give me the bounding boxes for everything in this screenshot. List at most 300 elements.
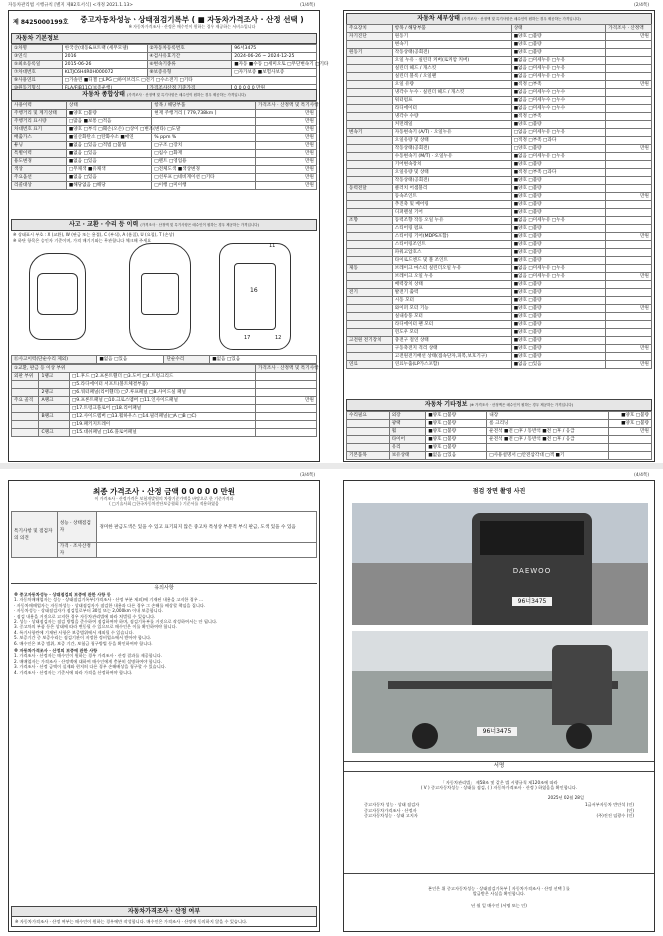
table-row xyxy=(347,452,652,460)
part-rank: 2랭크 xyxy=(39,389,70,397)
price-cell: ■양호 □불량 xyxy=(609,420,652,428)
item-detail[interactable]: □전체도색 ■색상변경 xyxy=(152,166,256,174)
table-row xyxy=(347,313,652,321)
item-detail[interactable]: 내장 xyxy=(487,412,609,420)
diagram-number: 16 xyxy=(250,287,258,294)
field-value[interactable]: □자가보증 ■보험사보증 xyxy=(232,69,317,77)
status-checkboxes[interactable]: ■양호 □불량 xyxy=(511,185,606,193)
summary-table xyxy=(11,101,317,190)
item-label: 원동기 xyxy=(392,33,511,41)
item-label: 외장 xyxy=(389,412,426,420)
status-checkboxes[interactable]: ■양호 □불량 xyxy=(511,313,606,321)
status-checkboxes[interactable]: ■양호 □불량 xyxy=(511,329,606,337)
device-group xyxy=(347,145,393,153)
status-checkboxes[interactable]: ■양호 □불량 xyxy=(511,209,606,217)
price-cell xyxy=(606,89,652,97)
item-detail[interactable]: □렌트 □영업용 xyxy=(152,158,256,166)
notice-heading: 유의사항 xyxy=(154,585,174,591)
group-label: 기본품목 xyxy=(347,452,390,460)
field-value[interactable]: 96서3475 xyxy=(232,45,317,53)
item-label: 파워고압호스 xyxy=(392,249,511,257)
status-checkboxes[interactable]: ■없음 □미세누유 □누유 xyxy=(511,265,606,273)
notice-line: · 자동차매매업자는 자동차성능ㆍ상태점검자가 점검한 내용과 다른 경우 그 손해를 배상할 책임을 집니다. xyxy=(14,602,206,608)
device-group xyxy=(347,65,393,73)
item-label: 휠 xyxy=(389,428,426,436)
final-price-title: 최종 가격조사 · 산정 금액 0 0 0 0 0 만원 xyxy=(93,487,235,496)
table-row xyxy=(12,174,317,182)
part-rank: B랭크 xyxy=(39,413,70,421)
device-group: 자기진단 xyxy=(347,33,393,41)
sign-date: 2025년 02월 28일 xyxy=(547,794,584,800)
table-row xyxy=(347,297,652,305)
notice2-title: ※ 자동차가격조사 · 산정의 보증에 관한 사항 xyxy=(14,648,98,654)
field-value[interactable]: 2016 xyxy=(62,53,147,61)
table-row xyxy=(347,305,652,313)
table-row xyxy=(347,428,652,436)
status-checkboxes[interactable]: ■양호 □불량 xyxy=(511,121,606,129)
status-checkboxes[interactable]: ■적정 □부족 xyxy=(511,81,606,89)
price-cell xyxy=(606,265,652,273)
price-cell xyxy=(606,57,652,65)
status-checkboxes[interactable]: ■없음 □미세누수 □누수 xyxy=(511,105,606,113)
status-checkboxes[interactable]: ■양호 □불량 xyxy=(426,412,487,420)
device-group: 원동기 xyxy=(347,49,393,57)
notice-line: 6. 매수인은 보증 범위, 보증 기간, 보험금 청구방법 등을 확인하여야 합니다. xyxy=(14,640,153,646)
item-label: 냉각수 누수 · 실린더 헤드 / 개스킷 xyxy=(392,89,511,97)
part-group xyxy=(12,381,39,389)
table-row xyxy=(347,337,652,345)
item-label: 광택 xyxy=(389,420,426,428)
item-label: 수동변속기 (M/T) · 오일누유 xyxy=(392,153,511,161)
table-row xyxy=(347,161,652,169)
basic-info-row xyxy=(12,69,317,77)
status-checkboxes[interactable]: ■양호 □불량 xyxy=(511,289,606,297)
receipt-date: 년 월 일 매수인 (서명 또는 인) xyxy=(471,902,527,908)
item-label: 차대번호 표기 xyxy=(12,126,67,134)
special-notes-label: 특기사항 및 점검자의 의견 xyxy=(12,512,58,558)
column-header: ①교환, 판금 등 이상 부위 xyxy=(12,365,256,373)
device-group xyxy=(347,121,393,129)
section-title: 자동차 기본정보 xyxy=(11,33,317,44)
device-group xyxy=(347,161,393,169)
price-cell xyxy=(606,313,652,321)
part-checkboxes[interactable]: □17.트렁크플로어 □18.리어패널 xyxy=(69,405,255,413)
price-cell xyxy=(255,389,316,397)
field-label: ③연식 xyxy=(12,53,63,61)
device-group xyxy=(347,329,393,337)
status-checkboxes[interactable]: ■없음 □미세누유 □누유 xyxy=(511,153,606,161)
table-row xyxy=(12,182,317,190)
item-detail[interactable]: % ppm % xyxy=(152,134,256,142)
status-checkboxes[interactable]: ■적정 □부족 xyxy=(511,113,606,121)
item-label: 발전기 출력 xyxy=(392,289,511,297)
device-group xyxy=(347,97,393,105)
group-label xyxy=(347,436,390,444)
column-header: 상태 xyxy=(511,25,606,33)
status-checkboxes[interactable]: ■양호 □불량 xyxy=(66,110,151,118)
status-checkboxes[interactable]: ■양호 □불량 xyxy=(511,345,606,353)
item-label: 등속조인트 xyxy=(392,193,511,201)
part-rank xyxy=(39,421,70,429)
price-cell xyxy=(255,373,316,381)
item-label: 고전원전기배선 상태(접속단자,피복,보호기구) xyxy=(392,353,511,361)
item-label: 실린더 헤드 / 개스킷 xyxy=(392,65,511,73)
receipt-text: 본인은 위 중고자동차성능 · 상태점검기록부 [ 자동차가격조사 · 산정 선택 ] 를 xyxy=(428,886,570,891)
price-cell xyxy=(606,353,652,361)
part-checkboxes[interactable]: □6.쿼터패널(리어휀더) □7.루프패널 □8.사이드실 패널 xyxy=(69,389,255,397)
device-group: 조향 xyxy=(347,217,393,225)
table-row xyxy=(12,134,317,142)
status-checkboxes[interactable]: ■없음 □있음 xyxy=(66,150,151,158)
device-group: 변속기 xyxy=(347,129,393,137)
status-checkboxes[interactable]: ■양호 □불량 xyxy=(511,337,606,345)
part-group xyxy=(12,413,39,421)
part-group: 주요 골격 xyxy=(12,397,39,405)
price-cell xyxy=(606,241,652,249)
price-cell xyxy=(255,405,316,413)
status-checkboxes[interactable]: ■적정 □부족 □과다 xyxy=(511,169,606,177)
field-value[interactable]: KLTJC6H4R0H000072 xyxy=(62,69,147,77)
car-roof-outline xyxy=(141,273,179,315)
status-checkboxes[interactable]: ■없음 □있음 □적법 □불법 xyxy=(66,142,151,150)
device-group xyxy=(347,177,393,185)
price-cell xyxy=(606,41,652,49)
item-label: 디퍼렌셜 기어 xyxy=(392,209,511,217)
item-label: 스티어링 기어(MDPS포함) xyxy=(392,233,511,241)
price-cell xyxy=(606,281,652,289)
item-label: 특별이력 xyxy=(12,150,67,158)
price-cell: 만원 xyxy=(606,193,652,201)
status-checkboxes[interactable]: ■양호 □불량 xyxy=(511,161,606,169)
item-label: 유리 xyxy=(389,444,426,452)
page-4 xyxy=(343,480,655,932)
accident-history-status[interactable]: ■없음 □있음 xyxy=(97,356,164,364)
signature-title: 서명 xyxy=(344,762,654,772)
status-checkboxes[interactable]: ■없음 □있음 xyxy=(511,361,606,369)
status-checkboxes[interactable]: ■양호 □부식 □훼손(오손) □상이 □변조(변타) □도말 xyxy=(66,126,151,134)
item-label: 작동상태(공회전) xyxy=(392,49,511,57)
price-cell xyxy=(255,421,316,429)
item-detail[interactable] xyxy=(152,118,256,126)
price-cell xyxy=(606,97,652,105)
form-header-left: 자동차관리법 시행규칙 [별지 제82호서식] <개정 2021.1.13> xyxy=(8,3,134,8)
table-row xyxy=(347,41,652,49)
signer-name[interactable]: 1급서부자동차 반안석 (인) xyxy=(584,802,634,808)
status-checkboxes[interactable]: ■양호 □불량 xyxy=(511,193,606,201)
status-checkboxes[interactable]: ■양호 □불량 xyxy=(426,420,487,428)
status-checkboxes[interactable]: ■양호 □불량 xyxy=(511,41,606,49)
device-group xyxy=(347,89,393,97)
device-group xyxy=(347,113,393,121)
table-row xyxy=(347,281,652,289)
price-cell: 만원 xyxy=(255,134,316,142)
part-checkboxes[interactable]: □1.후드 □2.프론트휀더 □3.도어 □4.트렁크리드 xyxy=(69,373,255,381)
device-group xyxy=(347,353,393,361)
price-cell xyxy=(609,436,652,444)
device-group: 연료 xyxy=(347,361,393,369)
item-label: 배출가스 xyxy=(12,134,67,142)
part-checkboxes[interactable]: □9.프론트패널 □10.크로스멤버 □11.인사이드패널 xyxy=(69,397,255,405)
price-cell xyxy=(255,413,316,421)
status-checkboxes[interactable]: ■없음 □미세누유 □누유 xyxy=(511,273,606,281)
agree-text: ※ 자동차가격조사 · 산정 여부는 매수인이 원하는 경우에만 작성합니다. 매수인은 가격조사 · 산정에 동의하지 않을 수 있습니다. xyxy=(15,918,248,924)
table-row xyxy=(347,233,652,241)
price-cell: 만원 xyxy=(606,361,652,369)
table-header xyxy=(347,25,652,33)
section-title: 사고 · 교환 · 수리 등 이력 (가격조사 · 산정액 및 특기사항은 매수인이 원하는 경우 제공하는 가격입니다) xyxy=(11,219,317,231)
status-checkboxes[interactable]: □없음 □미세누유 □누유 xyxy=(511,129,606,137)
price-cell xyxy=(606,289,652,297)
table-row xyxy=(347,209,652,217)
section-title: 자동차 세부상태 (가격조사 · 산정액 및 특기사항은 매수인이 원하는 경우 제공하는 가격입니다) xyxy=(346,13,652,25)
notice-title: ※ 중고자동차성능 · 상태점검의 보증에 관한 사항 등 xyxy=(14,592,111,597)
status-checkboxes[interactable]: ■양호 □불량 xyxy=(511,305,606,313)
price-cell xyxy=(606,49,652,57)
price-cell: 만원 xyxy=(606,273,652,281)
notice-line: 1. 가격조사ㆍ산정자는 매수인이 원하는 경우 가격조사ㆍ산정 결과를 제공합니다. xyxy=(14,653,163,659)
part-group xyxy=(12,429,39,437)
table-row xyxy=(347,257,652,265)
item-label: 변속기 xyxy=(392,41,511,49)
price-cell: 만원 xyxy=(255,142,316,150)
item-label: 기어변속장치 xyxy=(392,161,511,169)
device-group xyxy=(347,281,393,289)
status-checkboxes[interactable]: □많음 ■보통 □적음 xyxy=(66,118,151,126)
part-rank: A랭크 xyxy=(39,397,70,405)
car-floor-outline xyxy=(234,263,276,330)
item-label: 보유상태 xyxy=(389,452,426,460)
receipt-text: 발급받은 사실을 확인합니다. xyxy=(472,891,526,897)
field-value[interactable]: 2015-06-26 xyxy=(62,61,147,69)
page-2 xyxy=(343,10,655,462)
table-row xyxy=(347,249,652,257)
table-row xyxy=(12,389,317,397)
item-label: 작동상태(공회전) xyxy=(392,177,511,185)
group-label xyxy=(347,420,390,428)
item-label: 색상 xyxy=(12,166,67,174)
table-row xyxy=(347,57,652,65)
signer-name[interactable]: (주)진진 임광수 (인) xyxy=(596,813,634,819)
table-row xyxy=(347,121,652,129)
device-group xyxy=(347,249,393,257)
accident-history-label: ⑪사고이력(단순수리 제외) xyxy=(12,356,97,364)
price-cell xyxy=(606,129,652,137)
status-checkboxes[interactable]: ■없음 □미세누유 □누유 xyxy=(511,65,606,73)
status-checkboxes[interactable]: □양호 □불량 xyxy=(511,145,606,153)
page-title: 중고자동차성능ㆍ상태점검기록부 ( ■ 자동차가격조사 · 산정 선택 ) xyxy=(80,15,304,24)
truck-wheel xyxy=(412,723,438,749)
status-checkboxes[interactable]: ■양호 □불량 xyxy=(511,241,606,249)
status-checkboxes[interactable]: ■양호 □불량 xyxy=(511,49,606,57)
field-label: ⑧보증유형 xyxy=(147,69,232,77)
price-cell: 만원 xyxy=(255,110,316,118)
field-value[interactable]: 한국산(대동&프트랙 (세무모델) xyxy=(62,45,147,53)
status-checkboxes[interactable]: ■양호 □불량 xyxy=(426,436,487,444)
status-checkboxes[interactable]: ■없음 □미세누유 □누유 xyxy=(511,73,606,81)
field-label: ⑤최초등록일 xyxy=(12,61,63,69)
notice-line: 4. 가격조사ㆍ산정자는 기준서에 따라 가격을 산정하여야 합니다. xyxy=(14,669,133,675)
column-header: 주요장치 xyxy=(347,25,393,33)
part-rank: 1랭크 xyxy=(39,373,70,381)
status-checkboxes[interactable]: ■양호 □불량 xyxy=(426,428,487,436)
table-row xyxy=(347,353,652,361)
item-detail[interactable]: 현재 주행거리 [ 779,738km ] xyxy=(152,110,256,118)
item-label: 시동 모터 xyxy=(392,297,511,305)
price-cell: 만원 xyxy=(609,428,652,436)
status-checkboxes[interactable]: ■없음 □있음 xyxy=(66,174,151,182)
law-text: 「 자동차관리법」 제58조 및 같은 법 시행규칙 제120조에 따라 xyxy=(440,780,558,785)
device-group xyxy=(347,241,393,249)
item-detail[interactable]: □선루프 □네비게이션 □기타 xyxy=(152,174,256,182)
item-detail[interactable]: □이행 □미이행 xyxy=(152,182,256,190)
price-cell xyxy=(606,169,652,177)
item-label: 배력장치 상태 xyxy=(392,281,511,289)
status-checkboxes[interactable]: ■양호 □불량 xyxy=(511,33,606,41)
item-detail[interactable]: □침수 □화재 xyxy=(152,150,256,158)
page-3 xyxy=(8,480,320,932)
item-label: 실내송풍 모터 xyxy=(392,313,511,321)
item-detail[interactable]: 운전석 ■전 □후 / 동반석 ■전 □후 / 응급 xyxy=(487,436,609,444)
table-header xyxy=(12,102,317,110)
item-label: 튜닝 xyxy=(12,142,67,150)
item-detail[interactable]: 운전석 ■전 □후 / 동반석 ■전 □후 / 응급 xyxy=(487,428,609,436)
parts-table xyxy=(11,364,317,437)
price-cell xyxy=(606,297,652,305)
status-checkboxes[interactable]: ■양호 □불량 xyxy=(511,233,606,241)
status-checkboxes[interactable]: ■없음 □미세누유 □누유 xyxy=(511,217,606,225)
basic-info-table xyxy=(11,44,329,93)
table-row xyxy=(347,73,652,81)
price-cell: 만원 xyxy=(255,397,316,405)
notice-line: · 점검 내용을 거짓으로 고지한 경우 자동차관리법에 따라 처벌될 수 있습니다. xyxy=(14,613,156,619)
field-value[interactable]: 2024-06-26 ~ 2024-12-25 xyxy=(232,53,317,61)
price-cell: 만원 xyxy=(255,126,316,134)
table-row xyxy=(12,166,317,174)
price-cell: 만원 xyxy=(255,166,316,174)
status-checkboxes[interactable]: □무채색 ■유채색 xyxy=(66,166,151,174)
status-checkboxes[interactable]: ■없음 □미세누수 □누수 xyxy=(511,89,606,97)
price-cell xyxy=(606,177,652,185)
status-checkboxes[interactable]: ■양호 □불량 xyxy=(426,444,487,452)
device-group xyxy=(347,345,393,353)
item-label: 워터펌프 xyxy=(392,97,511,105)
item-label: 브레이크 마스터 실린더오일 누유 xyxy=(392,265,511,273)
table-row xyxy=(12,429,317,437)
table-row xyxy=(347,321,652,329)
status-checkboxes[interactable]: ■없음 □있음 xyxy=(66,158,151,166)
status-checkboxes[interactable]: ■양호 □불량 xyxy=(511,281,606,289)
price-cell xyxy=(606,113,652,121)
group-label xyxy=(347,428,390,436)
law-text: ( Ⅴ ) 중고자동차성능 · 상태를 점검, ( ) 자동차가격조사 · 산정 ) 하였음을 확인합니다. xyxy=(420,785,578,791)
status-checkboxes[interactable]: ■해당없음 □해당 xyxy=(66,182,151,190)
status-checkboxes[interactable]: ■양호 □불량 xyxy=(511,257,606,265)
item-detail[interactable] xyxy=(487,444,609,452)
status-checkboxes[interactable]: ■없음 □미세누수 □누수 xyxy=(511,97,606,105)
item-label: 구동축전지 격리 상태 xyxy=(392,345,511,353)
table-row xyxy=(347,49,652,57)
price-cell xyxy=(255,429,316,437)
table-row xyxy=(347,361,652,369)
page-1 xyxy=(8,10,329,462)
item-label: 주행거리 및 계기상태 xyxy=(12,110,67,118)
status-checkboxes[interactable]: ■없음 □있음 xyxy=(426,452,487,460)
price-cell: 만원 xyxy=(606,233,652,241)
column-header: 가격조사 · 산정액 xyxy=(606,25,652,33)
table-row xyxy=(347,265,652,273)
item-detail[interactable]: □사용설명서 □안전삼각대 □잭 ■기 xyxy=(487,452,609,460)
item-label: 냉각수 수량 xyxy=(392,113,511,121)
field-label: ⑨사용연료 xyxy=(12,77,63,85)
field-value[interactable]: □가솔린 ■디젤 □LPG □하이브리드 □전기 □수소전기 □기타 xyxy=(62,77,316,85)
part-checkboxes[interactable]: □19.패키지트레이 xyxy=(69,421,255,429)
price-cell xyxy=(606,105,652,113)
status-checkboxes[interactable]: ■양호 □불량 xyxy=(511,297,606,305)
inspection-photo-front xyxy=(352,503,648,625)
device-group: 제동 xyxy=(347,265,393,273)
table-row xyxy=(347,201,652,209)
table-row xyxy=(347,436,652,444)
simple-repair-status[interactable]: ■없음 □있음 xyxy=(210,356,317,364)
part-checkboxes[interactable]: □15.대쉬패널 □16.플로어패널 xyxy=(69,429,255,437)
status-checkboxes[interactable]: ■양호 □불량 xyxy=(511,201,606,209)
status-checkboxes[interactable]: ■양호 □불량 xyxy=(511,249,606,257)
item-label: 주요옵션 xyxy=(12,174,67,182)
section-title: 자동차 기타정보 (※ 가격조사 · 산정액은 매수인이 원하는 경우 제공하는 가격입니다) xyxy=(346,399,652,411)
notice-list xyxy=(11,597,317,646)
device-group xyxy=(347,57,393,65)
item-label: 연료누출(LP가스포함) xyxy=(392,361,511,369)
page-separator xyxy=(0,463,663,469)
status-checkboxes[interactable]: ■일산화탄소 □탄화수소 ■매연 xyxy=(66,134,151,142)
diagram-number: 12 xyxy=(275,335,282,341)
part-checkboxes[interactable]: □12.사이드멤버 □13.휠하우스 □14.필러패널(□A □B □C) xyxy=(69,413,255,421)
special-notes-table xyxy=(11,511,317,558)
device-group: 전기 xyxy=(347,289,393,297)
part-checkboxes[interactable]: □5.라디에이터 서포트(볼트체결부품) xyxy=(69,381,255,389)
device-group xyxy=(347,257,393,265)
status-checkboxes[interactable]: ■없음 □미세누유 □누유 xyxy=(511,57,606,65)
device-group xyxy=(347,201,393,209)
status-checkboxes[interactable]: ■양호 □불량 xyxy=(511,177,606,185)
status-checkboxes[interactable]: □적정 □부족 □과다 xyxy=(511,137,606,145)
table-row xyxy=(12,110,317,118)
item-label: 동력조향 작동 오일 누유 xyxy=(392,217,511,225)
device-group: 고전원 전기장치 xyxy=(347,337,393,345)
item-detail[interactable]: □구조 □장치 xyxy=(152,142,256,150)
item-label: 자동변속기 (A/T) · 오일누유 xyxy=(392,129,511,137)
page-number: (1/4쪽) xyxy=(300,3,316,8)
part-rank xyxy=(39,381,70,389)
table-row xyxy=(12,373,317,381)
basic-info-section xyxy=(11,33,329,93)
price-cell xyxy=(606,121,652,129)
price-cell xyxy=(606,161,652,169)
table-row xyxy=(12,126,317,134)
price-cell xyxy=(606,185,652,193)
status-checkboxes[interactable]: ■양호 □불량 xyxy=(511,353,606,361)
item-label: 라디에이터 팬 모터 xyxy=(392,321,511,329)
legend-text: ※ 하단 항목은 승인자 기준이며, 가격 매기기와는 무관합니다 체크해 주세요 xyxy=(13,238,152,244)
status-checkboxes[interactable]: ■양호 □불량 xyxy=(511,225,606,233)
signer-name[interactable]: (인) xyxy=(626,807,634,813)
field-value[interactable]: ■자동 ■수동 □세미오토 □무단변속기 □기타 xyxy=(232,61,317,69)
device-group xyxy=(347,233,393,241)
signer-list xyxy=(344,802,654,818)
table-row xyxy=(347,65,652,73)
status-checkboxes[interactable]: ■양호 □불량 xyxy=(511,321,606,329)
item-detail[interactable]: 룸 크리닝 xyxy=(487,420,609,428)
